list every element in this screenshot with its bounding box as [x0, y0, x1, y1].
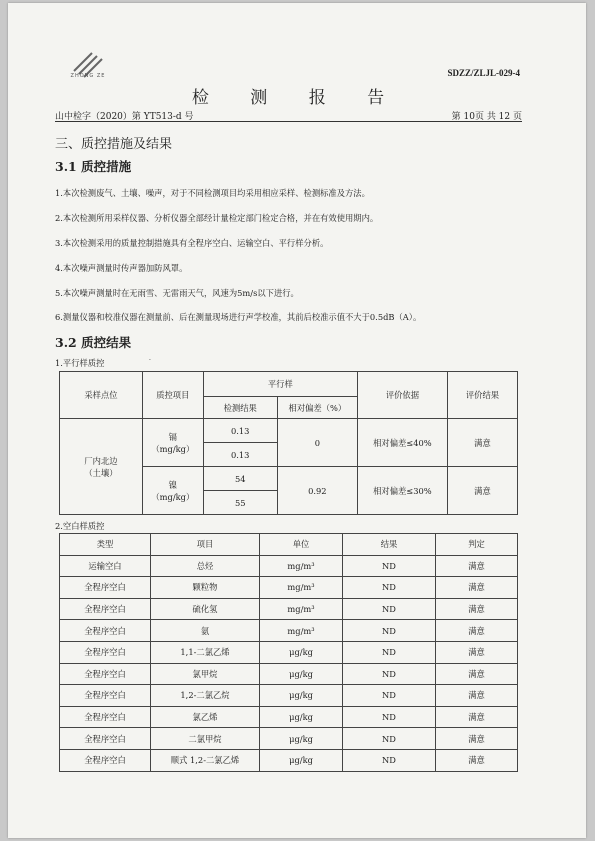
item-cell: 总烃: [151, 555, 260, 577]
col-header-item: 质控项目: [142, 372, 203, 419]
type-cell: 全程序空白: [60, 663, 151, 685]
judgement-cell: 满意: [436, 663, 518, 685]
table-row: [60, 598, 518, 620]
result-cell: ND: [343, 685, 436, 707]
unit-cell: μg/kg: [260, 749, 343, 771]
unit-cell: mg/m³: [260, 577, 343, 599]
conclusion-cell: 满意: [447, 467, 517, 515]
site-cell: 厂内北边 （土壤）: [60, 419, 143, 515]
item-cell: 镉 （mg/kg）: [142, 419, 203, 467]
measure-item: 6.测量仪器和校准仪器在测量前、后在测量现场进行声学校准，其前后校准示值不大于0.5dB（A）。: [55, 312, 422, 322]
result-cell: ND: [343, 663, 436, 685]
result-cell: ND: [343, 620, 436, 642]
blank-caption: 2.空白样质控: [55, 521, 105, 531]
col-header-parallel: 平行样: [203, 372, 357, 397]
type-cell: 全程序空白: [60, 706, 151, 728]
measure-item: 2.本次检测所用采样仪器、分析仪器全部经计量检定部门检定合格，并在有效使用期内。: [55, 213, 379, 223]
table-row: [60, 706, 518, 728]
report-number: 山中检字（2020）第 YT513-d 号: [55, 112, 194, 122]
result-cell: ND: [343, 598, 436, 620]
results-heading: 3.2 质控结果: [55, 335, 132, 350]
judgement-cell: 满意: [436, 555, 518, 577]
result-cell: ND: [343, 728, 436, 750]
result-cell: 55: [203, 491, 277, 515]
result-cell: ND: [343, 749, 436, 771]
page-number: 第 10页 共 12 页: [451, 112, 522, 122]
col-header-basis: 评价依据: [357, 372, 447, 419]
document-number: SDZZ/ZLJL-029-4: [447, 68, 520, 78]
result-cell: ND: [343, 706, 436, 728]
col-header-site: 采样点位: [60, 372, 143, 419]
type-cell: 全程序空白: [60, 577, 151, 599]
type-cell: 全程序空白: [60, 598, 151, 620]
item-cell: 二氯甲烷: [151, 728, 260, 750]
item-cell: 颗粒物: [151, 577, 260, 599]
scan-mark: ·: [149, 357, 151, 364]
unit-cell: μg/kg: [260, 641, 343, 663]
judgement-cell: 满意: [436, 749, 518, 771]
table-row: [60, 555, 518, 577]
col-header-deviation: 相对偏差（%）: [277, 397, 357, 419]
logo-text: ZHONG ZE: [70, 73, 106, 79]
unit-cell: μg/kg: [260, 685, 343, 707]
result-cell: ND: [343, 555, 436, 577]
item-cell: 1,2-二氯乙烷: [151, 685, 260, 707]
col-header-type: 类型: [60, 534, 151, 556]
result-cell: ND: [343, 641, 436, 663]
table-row: [60, 749, 518, 771]
item-cell: 镍 （mg/kg）: [142, 467, 203, 515]
item-cell: 氨: [151, 620, 260, 642]
deviation-cell: 0: [277, 419, 357, 467]
measure-item: 5.本次噪声测量时在无雨雪、无雷雨天气，风速为5m/s以下进行。: [55, 288, 299, 298]
item-cell: 硫化氢: [151, 598, 260, 620]
measure-item: 3.本次检测采用的质量控制措施具有全程序空白、运输空白、平行样分析。: [55, 238, 329, 248]
header-divider: [55, 121, 522, 122]
table-row: [60, 685, 518, 707]
parallel-sample-table: [59, 371, 518, 515]
judgement-cell: 满意: [436, 577, 518, 599]
blank-sample-table: [59, 533, 518, 772]
judgement-cell: 满意: [436, 598, 518, 620]
result-cell: 0.13: [203, 443, 277, 467]
type-cell: 全程序空白: [60, 685, 151, 707]
judgement-cell: 满意: [436, 706, 518, 728]
section-heading: 三、质控措施及结果: [55, 137, 173, 152]
judgement-cell: 满意: [436, 641, 518, 663]
report-title: 检 测 报 告: [191, 88, 403, 108]
table-row: [60, 577, 518, 599]
basis-cell: 相对偏差≤30%: [357, 467, 447, 515]
unit-cell: μg/kg: [260, 728, 343, 750]
type-cell: 全程序空白: [60, 620, 151, 642]
result-cell: ND: [343, 577, 436, 599]
col-header-unit: 单位: [260, 534, 343, 556]
table-row: [60, 641, 518, 663]
item-cell: 顺式 1,2-二氯乙烯: [151, 749, 260, 771]
measure-item: 4.本次噪声测量时传声器加防风罩。: [55, 263, 188, 273]
judgement-cell: 满意: [436, 685, 518, 707]
conclusion-cell: 满意: [447, 419, 517, 467]
col-header-conclusion: 评价结果: [447, 372, 517, 419]
measure-item: 1.本次检测废气、土壤、噪声，对于不同检测项目均采用相应采样、检测标准及方法。: [55, 188, 370, 198]
table-row: [60, 620, 518, 642]
unit-cell: mg/m³: [260, 555, 343, 577]
type-cell: 全程序空白: [60, 641, 151, 663]
item-cell: 氯甲烷: [151, 663, 260, 685]
unit-cell: mg/m³: [260, 598, 343, 620]
item-cell: 1,1-二氯乙烯: [151, 641, 260, 663]
col-header-result: 结果: [343, 534, 436, 556]
measures-heading: 3.1 质控措施: [55, 159, 132, 174]
parallel-caption: 1.平行样质控: [55, 358, 105, 368]
type-cell: 全程序空白: [60, 728, 151, 750]
table-row: [60, 728, 518, 750]
col-header-judgement: 判定: [436, 534, 518, 556]
result-cell: 0.13: [203, 419, 277, 443]
unit-cell: μg/kg: [260, 706, 343, 728]
unit-cell: μg/kg: [260, 663, 343, 685]
basis-cell: 相对偏差≤40%: [357, 419, 447, 467]
result-cell: 54: [203, 467, 277, 491]
col-header-result: 检测结果: [203, 397, 277, 419]
unit-cell: mg/m³: [260, 620, 343, 642]
type-cell: 全程序空白: [60, 749, 151, 771]
deviation-cell: 0.92: [277, 467, 357, 515]
table-row: [60, 663, 518, 685]
judgement-cell: 满意: [436, 728, 518, 750]
judgement-cell: 满意: [436, 620, 518, 642]
type-cell: 运输空白: [60, 555, 151, 577]
col-header-project: 项目: [151, 534, 260, 556]
item-cell: 氯乙烯: [151, 706, 260, 728]
